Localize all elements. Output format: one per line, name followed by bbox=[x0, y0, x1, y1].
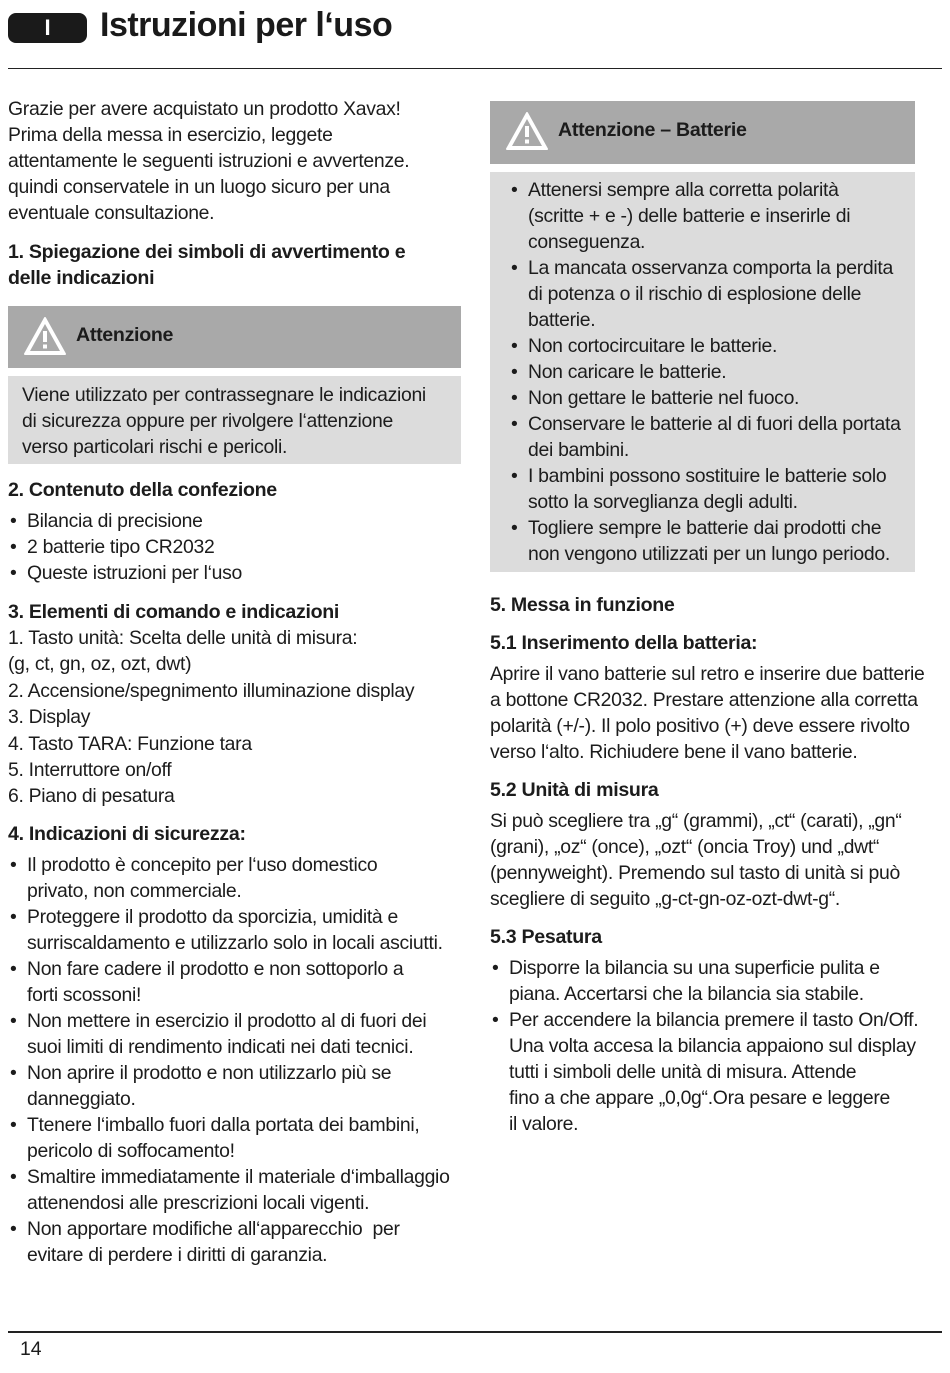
attention-line: Viene utilizzato per contrassegnare le indicazioni bbox=[22, 384, 426, 406]
section-5-2-heading: 5.2 Unità di misura bbox=[490, 779, 659, 801]
battery-warning-list bbox=[509, 177, 915, 567]
text-line: (pennyweight). Premendo sul tasto di unità si può bbox=[490, 862, 900, 884]
safety-list bbox=[8, 852, 463, 1268]
attention-box bbox=[8, 306, 461, 464]
intro-line: Prima della messa in esercizio, leggete bbox=[8, 124, 333, 146]
text-line: (grani), „oz“ (once), „ozt“ (oncia Troy) und „dwt“ bbox=[490, 836, 880, 858]
list-item: • Conservare le batterie al di fuori della portata dei bambini. bbox=[509, 411, 915, 463]
warning-triangle-icon bbox=[504, 110, 550, 152]
list-item: • 2 batterie tipo CR2032 bbox=[8, 534, 463, 560]
attention-line: verso particolari rischi e pericoli. bbox=[22, 436, 288, 458]
text-line: scegliere di seguito „g-ct-gn-oz-ozt-dwt-g“. bbox=[490, 888, 840, 910]
list-item: • Il prodotto è concepito per l‘uso domestico privato, non commerciale. bbox=[8, 852, 463, 904]
attention-line: di sicurezza oppure per rivolgere l‘attenzione bbox=[22, 410, 393, 432]
list-item: 4. Tasto TARA: Funzione tara bbox=[8, 732, 252, 755]
list-item: 3. Display bbox=[8, 706, 91, 729]
section-5-3-heading: 5.3 Pesatura bbox=[490, 926, 602, 948]
section-4-heading: 4. Indicazioni di sicurezza: bbox=[8, 822, 246, 845]
text-line: verso l‘alto. Richiudere bene il vano batterie. bbox=[490, 741, 858, 763]
text-line: a bottone CR2032. Prestare attenzione alla corretta bbox=[490, 689, 918, 711]
left-column bbox=[8, 96, 463, 1268]
battery-warning-title: Attenzione – Batterie bbox=[558, 119, 747, 141]
section-5-1-heading: 5.1 Inserimento della batteria: bbox=[490, 632, 758, 654]
list-item: • Attenersi sempre alla corretta polarità (scritte + e -) delle batterie e inserirle di conseguenza. bbox=[509, 177, 915, 255]
header-divider bbox=[8, 68, 942, 69]
list-item: • Non apportare modifiche all‘apparecchio per evitare di perdere i diritti di garanzia. bbox=[8, 1216, 463, 1268]
list-item: • Non aprire il prodotto e non utilizzarlo più se danneggiato. bbox=[8, 1060, 463, 1112]
footer-divider bbox=[8, 1331, 942, 1333]
page-title: Istruzioni per l‘uso bbox=[100, 6, 393, 44]
list-item: • Bilancia di precisione bbox=[8, 508, 463, 534]
list-item: • Queste istruzioni per l‘uso bbox=[8, 560, 463, 586]
right-column bbox=[490, 101, 945, 1137]
section-3-heading: 3. Elementi di comando e indicazioni bbox=[8, 601, 340, 623]
intro-line: Grazie per avere acquistato un prodotto Xavax! bbox=[8, 98, 401, 120]
section-5-2-text bbox=[490, 808, 945, 912]
language-badge: I bbox=[8, 13, 87, 43]
page-number: 14 bbox=[20, 1338, 42, 1360]
intro-line: quindi conservatele in un luogo sicuro per una bbox=[8, 176, 390, 198]
heading-line: delle indicazioni bbox=[8, 267, 155, 289]
intro-paragraph bbox=[8, 96, 463, 226]
page-header bbox=[0, 0, 950, 70]
list-item: • Non gettare le batterie nel fuoco. bbox=[509, 385, 915, 411]
list-item: • Ttenere l‘imballo fuori dalla portata dei bambini, pericolo di soffocamento! bbox=[8, 1112, 463, 1164]
intro-line: attentamente le seguenti istruzioni e avvertenze. bbox=[8, 150, 410, 172]
package-contents-list bbox=[8, 508, 463, 586]
battery-warning-body bbox=[490, 172, 915, 572]
list-item: 5. Interruttore on/off bbox=[8, 759, 172, 782]
list-item: • Non caricare le batterie. bbox=[509, 359, 915, 385]
section-1-heading bbox=[8, 239, 463, 291]
list-item: 6. Piano di pesatura bbox=[8, 785, 175, 808]
attention-title: Attenzione bbox=[76, 324, 174, 346]
list-item: (g, ct, gn, oz, ozt, dwt) bbox=[8, 653, 192, 676]
list-item: • La mancata osservanza comporta la perdita di potenza o il rischio di esplosione delle batterie. bbox=[509, 255, 915, 333]
battery-warning-header bbox=[490, 101, 915, 164]
battery-warning-box bbox=[490, 101, 915, 572]
text-line: polarità (+/-). Il polo positivo (+) deve essere rivolto bbox=[490, 715, 910, 737]
list-item: • I bambini possono sostituire le batterie solo sotto la sorveglianza degli adulti. bbox=[509, 463, 915, 515]
warning-triangle-icon bbox=[22, 315, 68, 357]
list-item: • Proteggere il prodotto da sporcizia, umidità e surriscaldamento e utilizzarlo solo in locali asciutti. bbox=[8, 904, 463, 956]
section-5-1-text bbox=[490, 661, 945, 765]
attention-box-body bbox=[8, 376, 461, 464]
intro-line: eventuale consultazione. bbox=[8, 202, 215, 224]
text-line: Si può scegliere tra „g“ (grammi), „ct“ (carati), „gn“ bbox=[490, 810, 902, 832]
section-2-heading: 2. Contenuto della confezione bbox=[8, 479, 277, 501]
weighing-steps-list bbox=[490, 955, 945, 1137]
section-5-heading: 5. Messa in funzione bbox=[490, 594, 675, 616]
list-item: • Smaltire immediatamente il materiale d‘imballaggio attenendosi alle prescrizioni locali vigenti. bbox=[8, 1164, 463, 1216]
controls-list bbox=[8, 625, 463, 810]
text-line: Aprire il vano batterie sul retro e inserire due batterie bbox=[490, 663, 925, 685]
list-item: • Disporre la bilancia su una superficie pulita e piana. Accertarsi che la bilancia sia stabile. bbox=[490, 955, 945, 1007]
list-item: • Non cortocircuitare le batterie. bbox=[509, 333, 915, 359]
list-item: • Per accendere la bilancia premere il tasto On/Off. Una volta accesa la bilancia appaiono sul display tutti i simboli delle unità di misura. Attende fino a che appare „0,0g“.Ora pesare e leggere il valore. bbox=[490, 1007, 945, 1137]
list-item: • Togliere sempre le batterie dai prodotti che non vengono utilizzati per un lungo periodo. bbox=[509, 515, 915, 567]
attention-box-header bbox=[8, 306, 461, 368]
list-item: 1. Tasto unità: Scelta delle unità di misura: bbox=[8, 627, 358, 649]
list-item: 2. Accensione/spegnimento illuminazione display bbox=[8, 679, 415, 702]
heading-line: 1. Spiegazione dei simboli di avvertimento e bbox=[8, 241, 406, 263]
list-item: • Non fare cadere il prodotto e non sottoporlo a forti scossoni! bbox=[8, 956, 463, 1008]
list-item: • Non mettere in esercizio il prodotto al di fuori dei suoi limiti di rendimento indicati nei dati tecnici. bbox=[8, 1008, 463, 1060]
